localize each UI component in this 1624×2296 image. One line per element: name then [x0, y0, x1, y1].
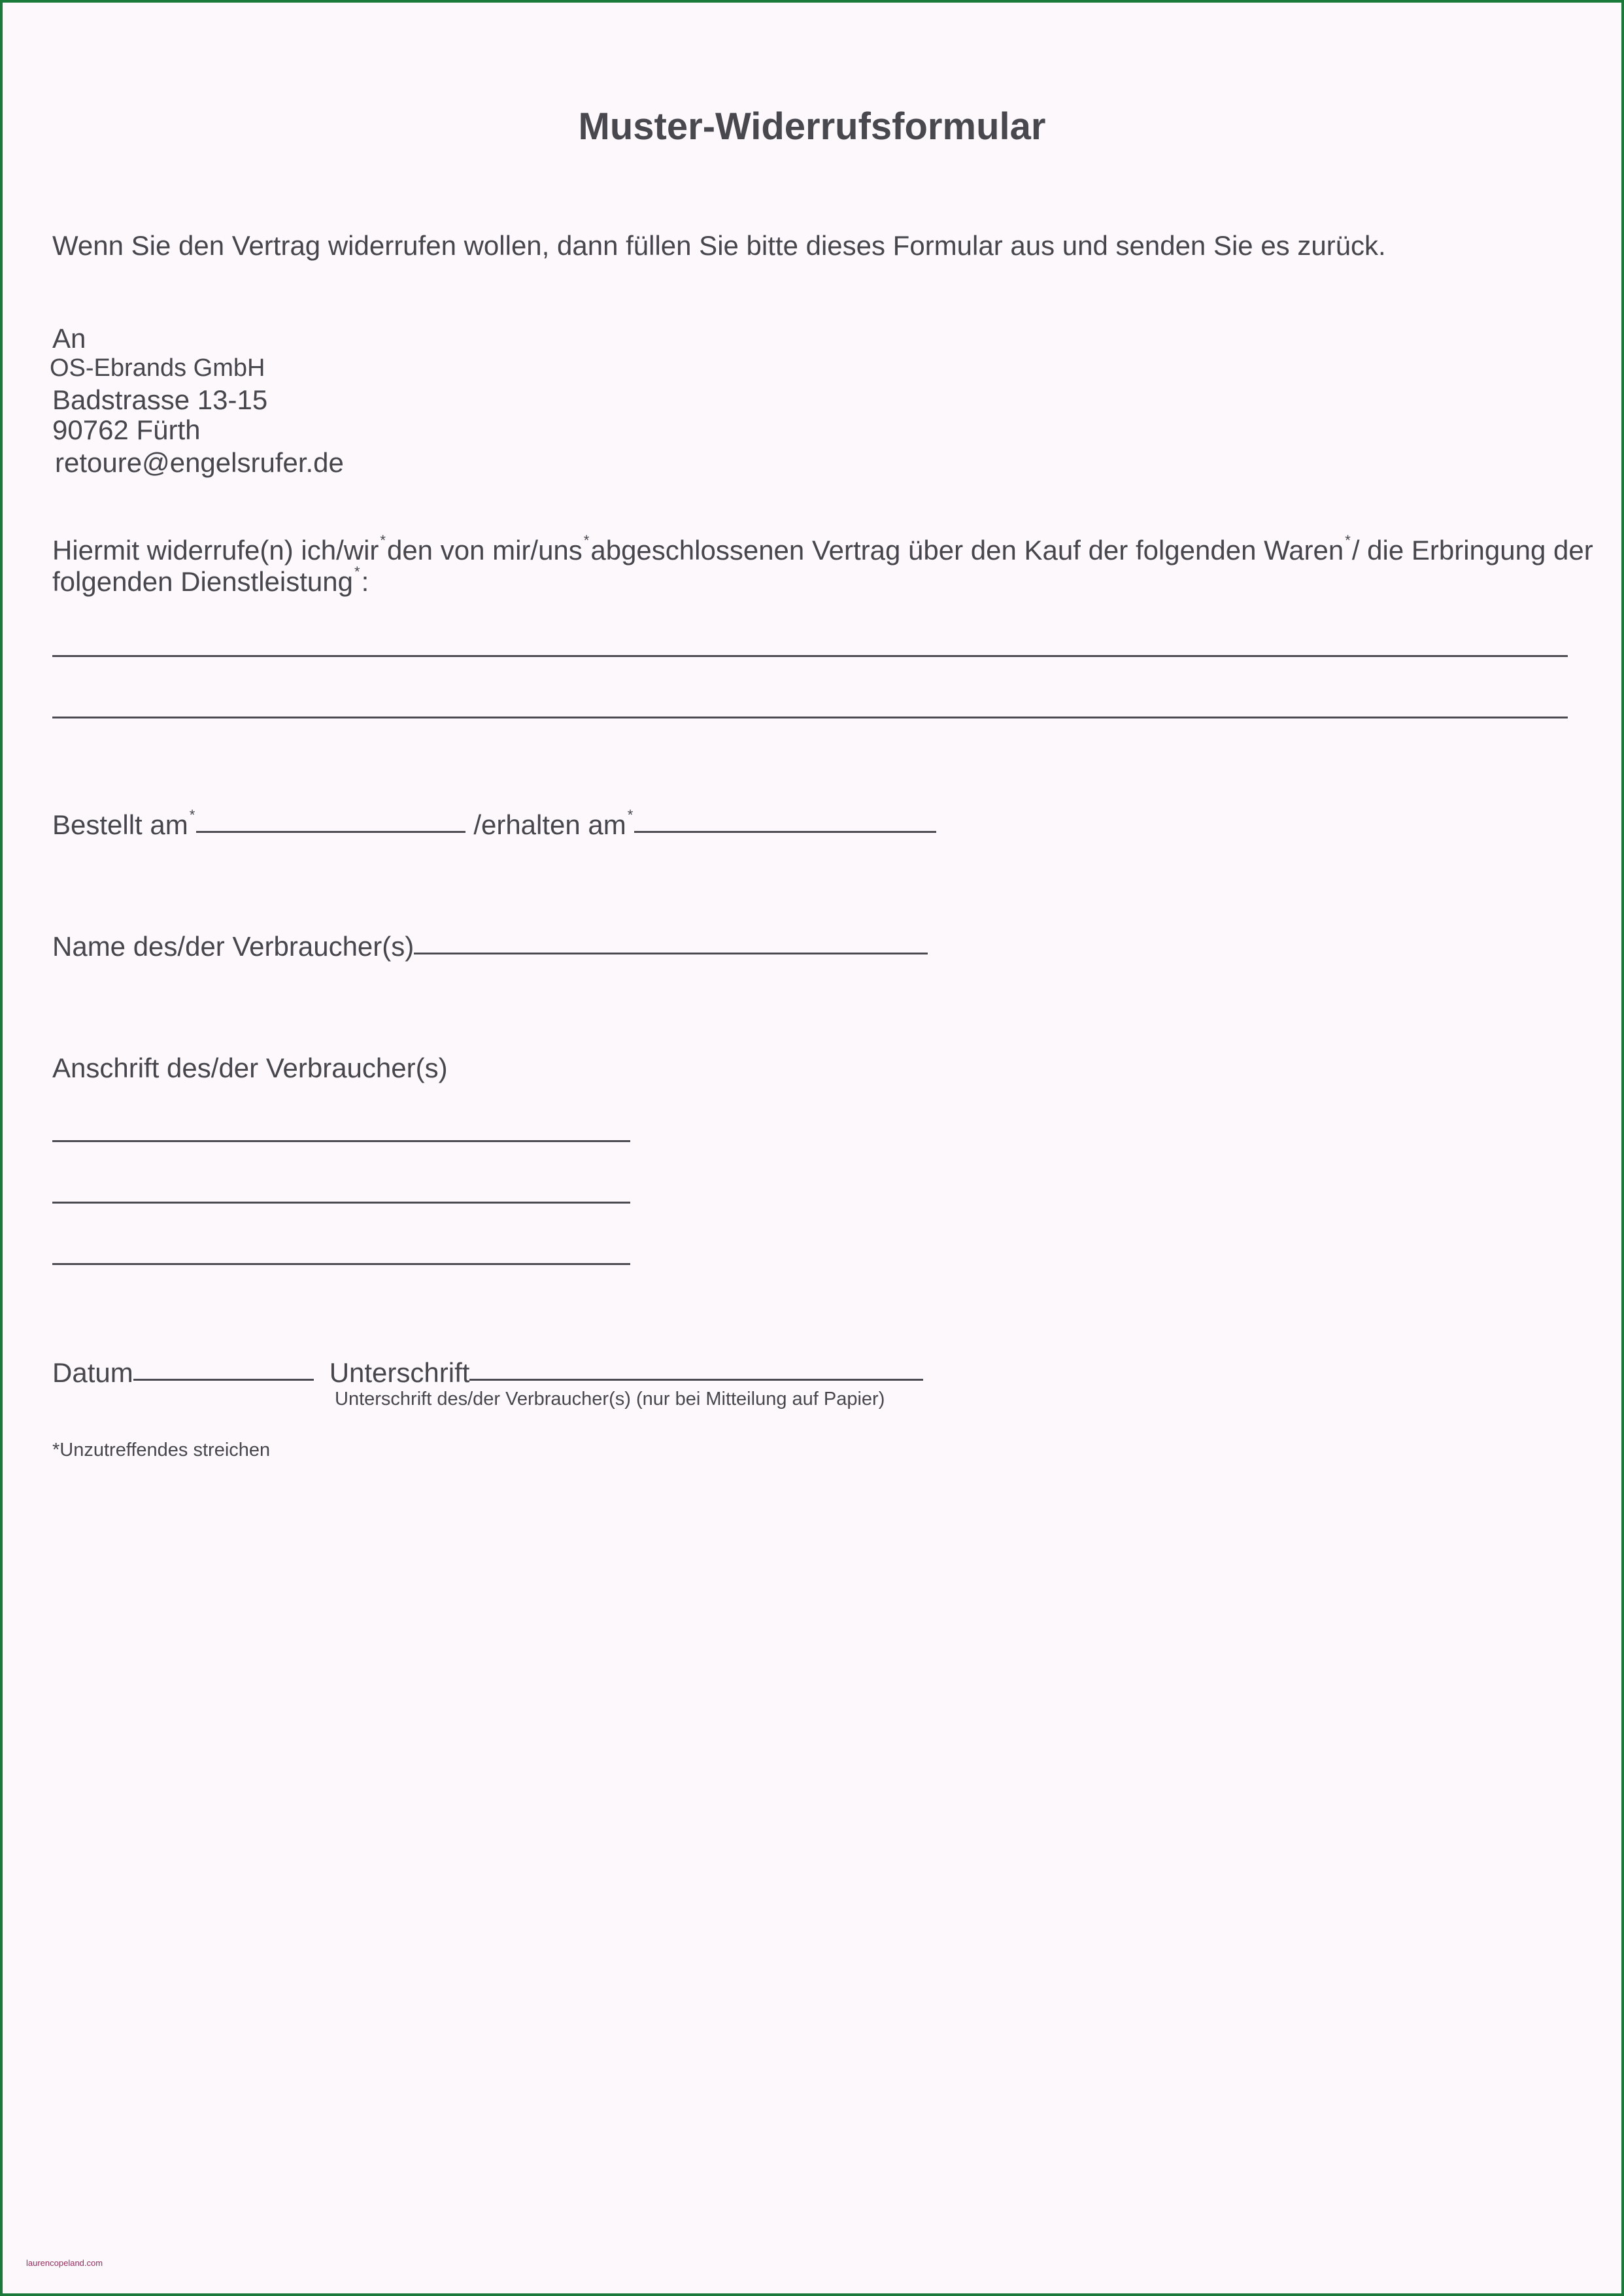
- consumer-address-label: Anschrift des/der Verbraucher(s): [52, 1053, 448, 1083]
- asterisk-mark: *: [583, 532, 590, 549]
- address-input-line-3[interactable]: [52, 1263, 630, 1265]
- goods-input-line-1[interactable]: [52, 655, 1568, 657]
- asterisk-mark: *: [627, 807, 634, 823]
- ordered-label: Bestellt am: [52, 809, 188, 840]
- recipient-label: An: [52, 323, 86, 354]
- consumer-name-row: [52, 931, 928, 962]
- page-title: Muster-Widerrufsformular: [578, 105, 1046, 148]
- recipient-city: 90762 Fürth: [52, 414, 201, 445]
- asterisk-mark: *: [189, 807, 195, 823]
- order-dates-row: [52, 809, 936, 841]
- watermark-text: laurencopeland.com: [26, 2258, 103, 2268]
- recipient-company: OS-Ebrands GmbH: [50, 354, 265, 382]
- declaration-line-2: folgenden Dienstleistung*:: [52, 564, 369, 597]
- footnote: *Unzutreffendes streichen: [52, 1440, 271, 1460]
- ordered-date-field[interactable]: [196, 831, 465, 833]
- asterisk-mark: *: [380, 532, 386, 549]
- declaration-line-1: Hiermit widerrufe(n) ich/wir*den von mir/uns*abgeschlossenen Vertrag über den Kauf der folgenden Waren*/ die Erbringung der: [52, 532, 1593, 566]
- received-date-field[interactable]: [634, 831, 936, 833]
- signature-label: Unterschrift: [329, 1357, 470, 1388]
- date-label: Datum: [52, 1357, 133, 1388]
- recipient-email: retoure@engelsrufer.de: [55, 447, 344, 478]
- consumer-name-field[interactable]: [414, 953, 928, 954]
- asterisk-mark: *: [1345, 532, 1351, 549]
- date-signature-row: [52, 1357, 923, 1389]
- signature-field[interactable]: [469, 1379, 923, 1381]
- recipient-street: Badstrasse 13-15: [52, 384, 268, 415]
- intro-text: Wenn Sie den Vertrag widerrufen wollen, dann füllen Sie bitte dieses Formular aus und senden Sie es zurück.: [52, 230, 1386, 261]
- address-input-line-2[interactable]: [52, 1202, 630, 1204]
- asterisk-mark: *: [354, 564, 360, 580]
- signature-note: Unterschrift des/der Verbraucher(s) (nur bei Mitteilung auf Papier): [335, 1389, 885, 1410]
- date-field[interactable]: [133, 1379, 314, 1381]
- consumer-name-label: Name des/der Verbraucher(s): [52, 931, 414, 962]
- goods-input-line-2[interactable]: [52, 717, 1568, 718]
- received-label: /erhalten am: [473, 809, 626, 840]
- address-input-line-1[interactable]: [52, 1140, 630, 1142]
